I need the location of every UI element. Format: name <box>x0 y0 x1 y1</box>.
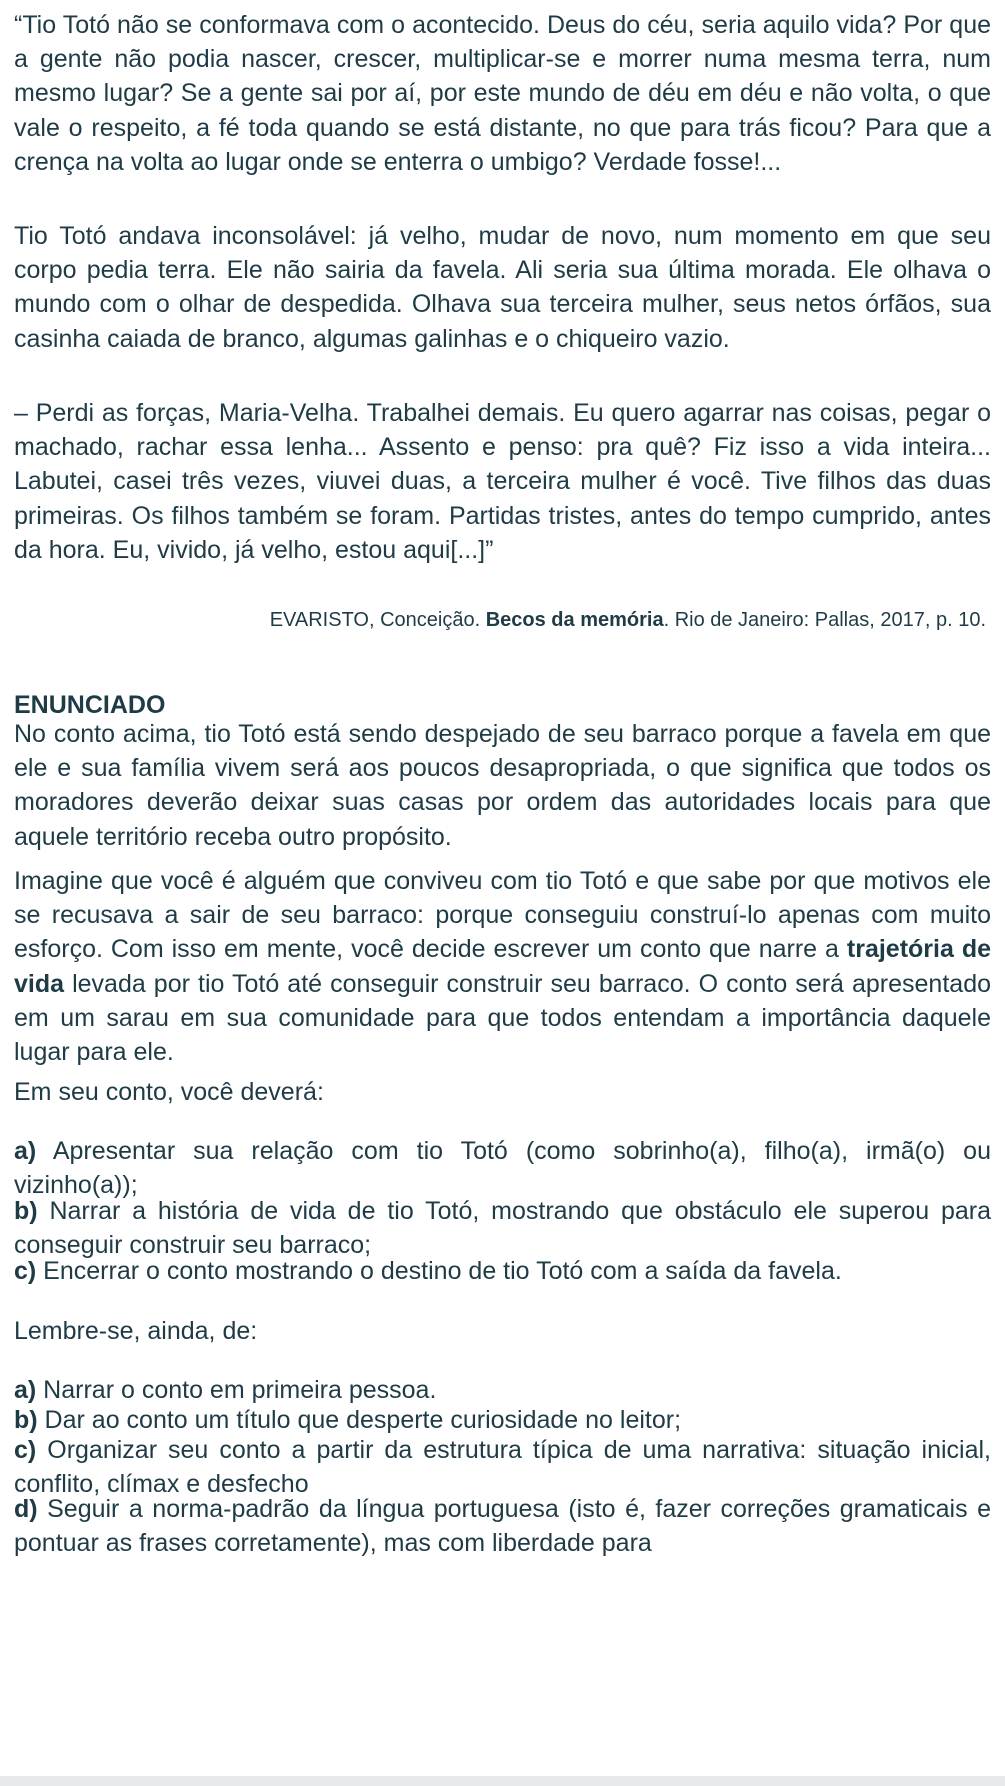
task-a-text: Apresentar sua relação com tio Totó (como sobrinho(a), filho(a), irmã(o) ou vizinho(a)); <box>14 1137 991 1200</box>
reminder-c-text: Organizar seu conto a partir da estrutura típica de uma narrativa: situação inicial, conflito, clímax e desfecho <box>14 1436 991 1499</box>
reminder-c-letter: c) <box>14 1436 37 1464</box>
reminder-d-letter: d) <box>14 1495 38 1523</box>
task-b-text: Narrar a história de vida de tio Totó, mostrando que obstáculo ele superou para conseguir construir seu barraco; <box>14 1197 991 1260</box>
source-citation <box>14 606 986 634</box>
task-b <box>14 1194 991 1262</box>
enunciado-paragraph-2 <box>14 864 991 1069</box>
reminder-a-text: Narrar o conto em primeira pessoa. <box>36 1376 437 1404</box>
reminder-b-letter: b) <box>14 1406 38 1434</box>
story-paragraph-2: Tio Totó andava inconsolável: já velho, mudar de novo, num momento em que seu corpo pedia terra. Ele não sairia da favela. Ali seria sua última morada. Ele olhava o mundo com o olhar de despedida. Olhava sua terceira mulher, seus netos órfãos, sua casinha caiada de branco, algumas galinhas e o chiqueiro vazio. <box>14 222 991 353</box>
task-c-letter: c) <box>14 1257 37 1285</box>
reminder-b-text: Dar ao conto um título que desperte curiosidade no leitor; <box>37 1406 682 1434</box>
reminder-d <box>14 1492 991 1560</box>
task-a <box>14 1134 991 1202</box>
trajectory-emphasis: trajetória de vida <box>14 935 991 998</box>
enunciado-paragraph-2-end: levada por tio Totó até conseguir construir seu barraco. O conto será apresentado em um sarau em sua comunidade para que todos entendam a importância daquele lugar para ele. <box>14 969 991 1067</box>
reminder-a-letter: a) <box>14 1376 37 1404</box>
page-bottom-edge <box>0 1776 1005 1786</box>
task-b-letter: b) <box>14 1197 38 1225</box>
task-c <box>14 1254 991 1288</box>
story-paragraph-1: “Tio Totó não se conformava com o acontecido. Deus do céu, seria aquilo vida? Por que a gente não podia nascer, crescer, multiplicar-se e morrer numa mesma terra, num mesmo lugar? Se a gente sai por aí, por este mundo de déu em déu e não volta, o que vale o respeito, a fé toda quando se está distante, no que para trás ficou? Para que a crença na volta ao lugar onde se enterra o umbigo? Verdade fosse!... <box>14 11 991 176</box>
reminder-d-text: Seguir a norma-padrão da língua portuguesa (isto é, fazer correções gramaticais e pontuar as frases corretamente), mas com liberdade para <box>14 1495 991 1558</box>
task-a-letter: a) <box>14 1137 37 1165</box>
citation-details: . Rio de Janeiro: Pallas, 2017, p. 10. <box>663 609 986 631</box>
tasks-intro: Em seu conto, você deverá: <box>14 1078 324 1106</box>
enunciado-heading: ENUNCIADO <box>14 691 166 719</box>
enunciado-paragraph-1: No conto acima, tio Totó está sendo despejado de seu barraco porque a favela em que ele e sua família vivem será aos poucos desapropriada, o que significa que todos os moradores deverão deixar suas casas por ordem das autoridades locais para que aquele território receba outro propósito. <box>14 720 991 851</box>
citation-author: EVARISTO, Conceição. <box>269 609 486 631</box>
citation-title: Becos da memória <box>485 609 664 631</box>
story-paragraph-3: – Perdi as forças, Maria-Velha. Trabalhei demais. Eu quero agarrar nas coisas, pegar o machado, rachar essa lenha... Assento e penso: pra quê? Fiz isso a vida inteira... Labutei, casei três vezes, viuvei duas, a terceira mulher é você. Tive filhos das duas primeiras. Os filhos também se foram. Partidas tristes, antes do tempo cumprido, antes da hora. Eu, vivido, já velho, estou aqui[...]” <box>14 399 991 564</box>
reminders-intro: Lembre-se, ainda, de: <box>14 1317 258 1345</box>
enunciado-paragraph-2-start: Imagine que você é alguém que conviveu com tio Totó e que sabe por que motivos ele se recusava a sair de seu barraco: porque conseguiu construí-lo apenas com muito esforço. Com isso em mente, você decide escrever um conto que narre a <box>14 867 991 964</box>
task-c-text: Encerrar o conto mostrando o destino de tio Totó com a saída da favela. <box>36 1257 842 1285</box>
